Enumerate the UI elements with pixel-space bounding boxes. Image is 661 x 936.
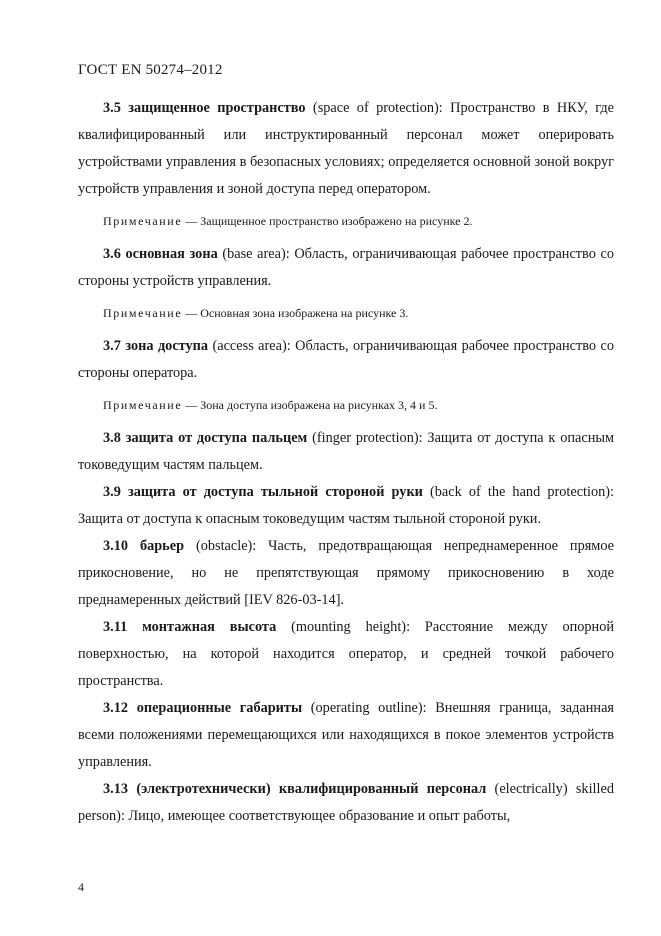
document-body — [78, 95, 614, 830]
term-name: 3.13 (электротехнически) квалифицированный персонал — [103, 781, 487, 797]
term-3-5: 3.5 защищенное пространство (space of protection): Пространство в НКУ, где квалифицированный или инструктированный персонал может оперировать устройствами управления в безопасных условиях; определяется основной зоной вокруг устройств управления и зоной доступа перед оператором. — [78, 100, 614, 197]
term-3-7: 3.7 зона доступа (access area): Область, ограничивающая рабочее пространство со стороны оператора. — [78, 338, 614, 381]
note-label: Примечание — [103, 214, 183, 228]
term-name: 3.7 зона доступа — [103, 338, 209, 354]
term-name: 3.11 монтажная высота — [103, 619, 277, 635]
term-3-12: 3.12 операционные габариты (operating outline): Внешняя граница, заданная всеми положениями перемещающихся или находящихся в покое элементов устройств управления. — [78, 700, 614, 770]
term-name: 3.8 защита от доступа пальцем — [103, 430, 308, 446]
standard-header: ГОСТ EN 50274–2012 — [78, 62, 223, 78]
term-name: 3.5 защищенное пространство — [103, 100, 306, 116]
term-3-10: 3.10 барьер (obstacle): Часть, предотвращающая непреднамеренное прямое прикосновение, но не препятствующая прямому прикосновению в ходе преднамеренных действий [IEV 826-03-14]. — [78, 538, 615, 608]
term-3-13: 3.13 (электротехнически) квалифицированный персонал (electrically) skilled person): Лицо, имеющее соответствующее образование и опыт работы, — [78, 781, 614, 824]
term-3-9: 3.9 защита от доступа тыльной стороной руки (back of the hand protection): Защита от доступа к опасным токоведущим частям тыльной стороной руки. — [78, 484, 615, 527]
term-name: 3.10 барьер — [103, 538, 185, 554]
page-number: 4 — [78, 880, 84, 894]
term-3-11: 3.11 монтажная высота (mounting height): Расстояние между опорной поверхностью, на которой находится оператор, и средней точкой рабочего пространства. — [78, 619, 615, 689]
note-3-7: Примечание — Зона доступа изображена на рисунках 3, 4 и 5. — [103, 398, 438, 412]
note-label: Примечание — [103, 306, 183, 320]
term-3-8: 3.8 защита от доступа пальцем (finger protection): Защита от доступа к опасным токоведущим частям пальцем. — [78, 430, 615, 473]
term-name: 3.9 защита от доступа тыльной стороной руки — [103, 484, 423, 500]
term-name: 3.12 операционные габариты — [103, 700, 303, 716]
note-3-5: Примечание — Защищенное пространство изображено на рисунке 2. — [103, 214, 473, 228]
term-name: 3.6 основная зона — [103, 246, 218, 262]
note-3-6: Примечание — Основная зона изображена на рисунке 3. — [103, 306, 409, 320]
term-3-6: 3.6 основная зона (base area): Область, ограничивающая рабочее пространство со стороны устройств управления. — [78, 246, 614, 289]
note-label: Примечание — [103, 398, 183, 412]
